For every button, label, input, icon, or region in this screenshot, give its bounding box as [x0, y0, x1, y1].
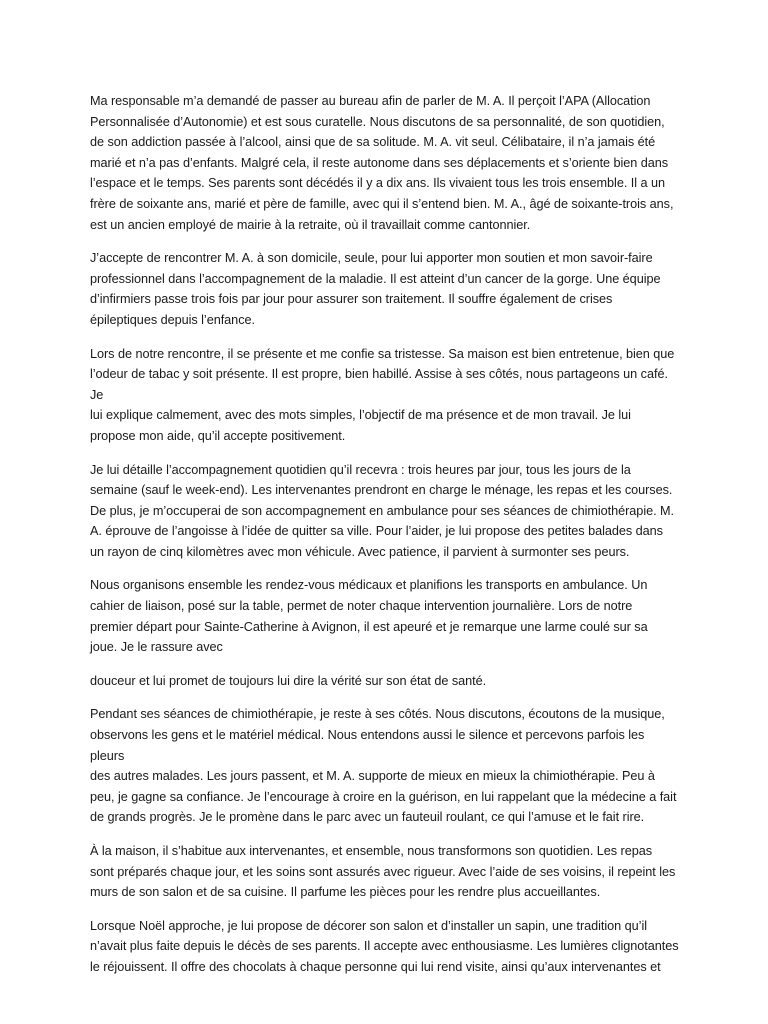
document-body	[90, 91, 680, 991]
paragraph-5: Nous organisons ensemble les rendez-vous médicaux et planifions les transports en ambulance. Un cahier de liaison, posé sur la table, permet de noter chaque intervention journalière. Lors de notre premier départ pour Sainte-Catherine à Avignon, il est apeuré et je remarque une larme coulé sur sa joue. Je le rassure avec	[90, 578, 648, 655]
paragraph-1: Ma responsable m’a demandé de passer au bureau afin de parler de M. A. Il perçoit l’APA (Allocation Personnalisée d’Autonomie) et est sous curatelle. Nous discutons de sa personnalité, de son quotidien, de son addiction passée à l’alcool, ainsi que de sa solitude. M. A. vit seul. Célibataire, il n’a jamais été marié et n’a pas d’enfants. Malgré cela, il reste autonome dans ses déplacements et s’oriente bien dans l’espace et le temps. Ses parents sont décédés il y a dix ans. Ils vivaient tous les trois ensemble. Il a un frère de soixante ans, marié et père de famille, avec qui il s’entend bien. M. A., âgé de soixante-trois ans, est un ancien employé de mairie à la retraite, où il travaillait comme cantonnier.	[90, 94, 674, 232]
paragraph-6: douceur et lui promet de toujours lui dire la vérité sur son état de santé.	[90, 673, 487, 688]
paragraph-4: Je lui détaille l’accompagnement quotidien qu’il recevra : trois heures par jour, tous les jours de la semaine (sauf le week-end). Les intervenantes prendront en charge le ménage, les repas et les courses. De plus, je m’occuperai de son accompagnement en ambulance pour ses séances de chimiothérapie. M. A. éprouve de l’angoisse à l’idée de quitter sa ville. Pour l’aider, je lui propose des petites balades dans un rayon de cinq kilomètres avec mon véhicule. Avec patience, il parvient à surmonter ses peurs.	[90, 462, 675, 559]
paragraph-8: À la maison, il s’habitue aux intervenantes, et ensemble, nous transformons son quotidien. Les repas sont préparés chaque jour, et les soins sont assurés avec rigueur. Avec l’aide de ses voisins, il repeint les murs de son salon et de sa cuisine. Il parfume les pièces pour les rendre plus accueillantes.	[90, 844, 676, 900]
paragraph-9: Lorsque Noël approche, je lui propose de décorer son salon et d’installer un sapin, une tradition qu’il n’avait plus faite depuis le décès de ses parents. Il accepte avec enthousiasme. Les lumières clignotantes le réjouissent. Il offre des chocolats à chaque personne qui lui rend visite, ainsi qu’aux intervenantes et	[90, 918, 679, 974]
paragraph-2: J’accepte de rencontrer M. A. à son domicile, seule, pour lui apporter mon soutien et mon savoir-faire professionnel dans l’accompagnement de la maladie. Il est atteint d’un cancer de la gorge. Une équipe d’infirmiers passe trois fois par jour pour assurer son traitement. Il souffre également de crises épileptiques depuis l’enfance.	[90, 251, 661, 327]
paragraph-7: Pendant ses séances de chimiothérapie, je reste à ses côtés. Nous discutons, écoutons de la musique, observons les gens et le matériel médical. Nous entendons aussi le silence et percevons parfois les pleurs des autres malades. Les jours passent, et M. A. supporte de mieux en mieux la chimiothérapie. Peu à peu, je gagne sa confiance. Je l’encourage à croire en la guérison, en lui rappelant que la médecine a fait de grands progrès. Je le promène dans le parc avec un fauteuil roulant, ce qui l’amuse et le fait rire.	[90, 707, 677, 825]
paragraph-3: Lors de notre rencontre, il se présente et me confie sa tristesse. Sa maison est bien entretenue, bien que l’odeur de tabac y soit présente. Il est propre, bien habillé. Assise à ses côtés, nous partageons un café. Je lui explique calmement, avec des mots simples, l’objectif de ma présence et de mon travail. Je lui propose mon aide, qu’il accepte positivement.	[90, 346, 675, 443]
